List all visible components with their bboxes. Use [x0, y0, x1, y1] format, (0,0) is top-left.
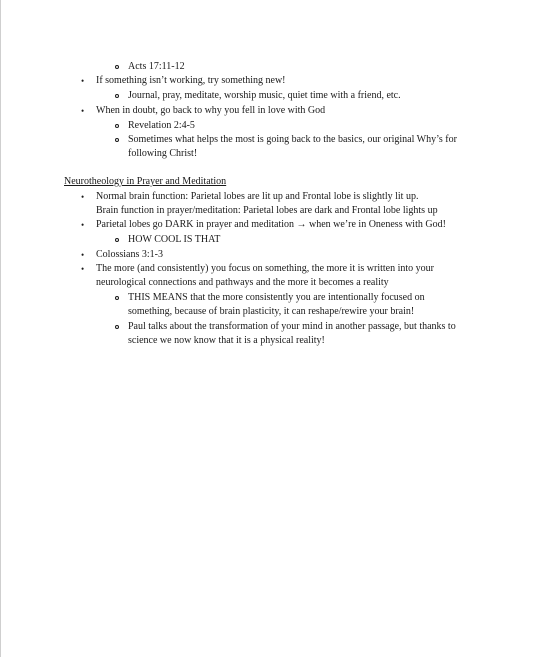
this-means-line-1: THIS MEANS that the more consistently you are intentionally focused on: [128, 292, 425, 303]
revelation-reference: Revelation 2:4-5: [128, 120, 195, 131]
normal-brain-item: Normal brain function: Parietal lobes are lit up and Frontal lobe is slightly lit up.: [96, 191, 419, 202]
colossians-reference: Colossians 3:1-3: [96, 249, 163, 260]
bullet: •: [81, 192, 85, 202]
basics-line-2: following Christ!: [128, 148, 198, 159]
sub-bullet: [115, 124, 119, 128]
bullet: •: [81, 76, 85, 86]
bullet: •: [81, 220, 85, 230]
bullet: •: [81, 106, 85, 116]
parietal-dark-item: Parietal lobes go DARK in prayer and meditation → when we’re in Oneness with God!: [96, 219, 446, 230]
sub-bullet: [115, 94, 119, 98]
try-new-subitem: Journal, pray, meditate, worship music, quiet time with a friend, etc.: [128, 90, 401, 101]
when-in-doubt-item: When in doubt, go back to why you fell in love with God: [96, 105, 326, 116]
sub-bullet: [115, 138, 119, 142]
paul-line-1: Paul talks about the transformation of your mind in another passage, but thanks to: [128, 321, 456, 332]
prayer-brain-item: Brain function in prayer/meditation: Parietal lobes are dark and Frontal lobe lights up: [96, 205, 438, 216]
focus-line-2: neurological connections and pathways and the more it becomes a reality: [96, 277, 389, 288]
acts-reference: Acts 17:11-12: [128, 61, 185, 72]
sub-bullet: [115, 296, 119, 300]
focus-line-1: The more (and consistently) you focus on something, the more it is written into your: [96, 263, 434, 274]
basics-line-1: Sometimes what helps the most is going back to the basics, our original Why’s for: [128, 134, 457, 145]
bullet: •: [81, 264, 85, 274]
how-cool-subitem: HOW COOL IS THAT: [128, 234, 221, 245]
sub-bullet: [115, 238, 119, 242]
sub-bullet: [115, 65, 119, 69]
try-new-item: If something isn’t working, try something new!: [96, 75, 286, 86]
paul-line-2: science we now know that it is a physical reality!: [128, 335, 325, 346]
this-means-line-2: something, because of brain plasticity, it can reshape/rewire your brain!: [128, 306, 415, 317]
section-heading: Neurotheology in Prayer and Meditation: [64, 176, 227, 187]
sub-bullet: [115, 325, 119, 329]
bullet: •: [81, 250, 85, 260]
